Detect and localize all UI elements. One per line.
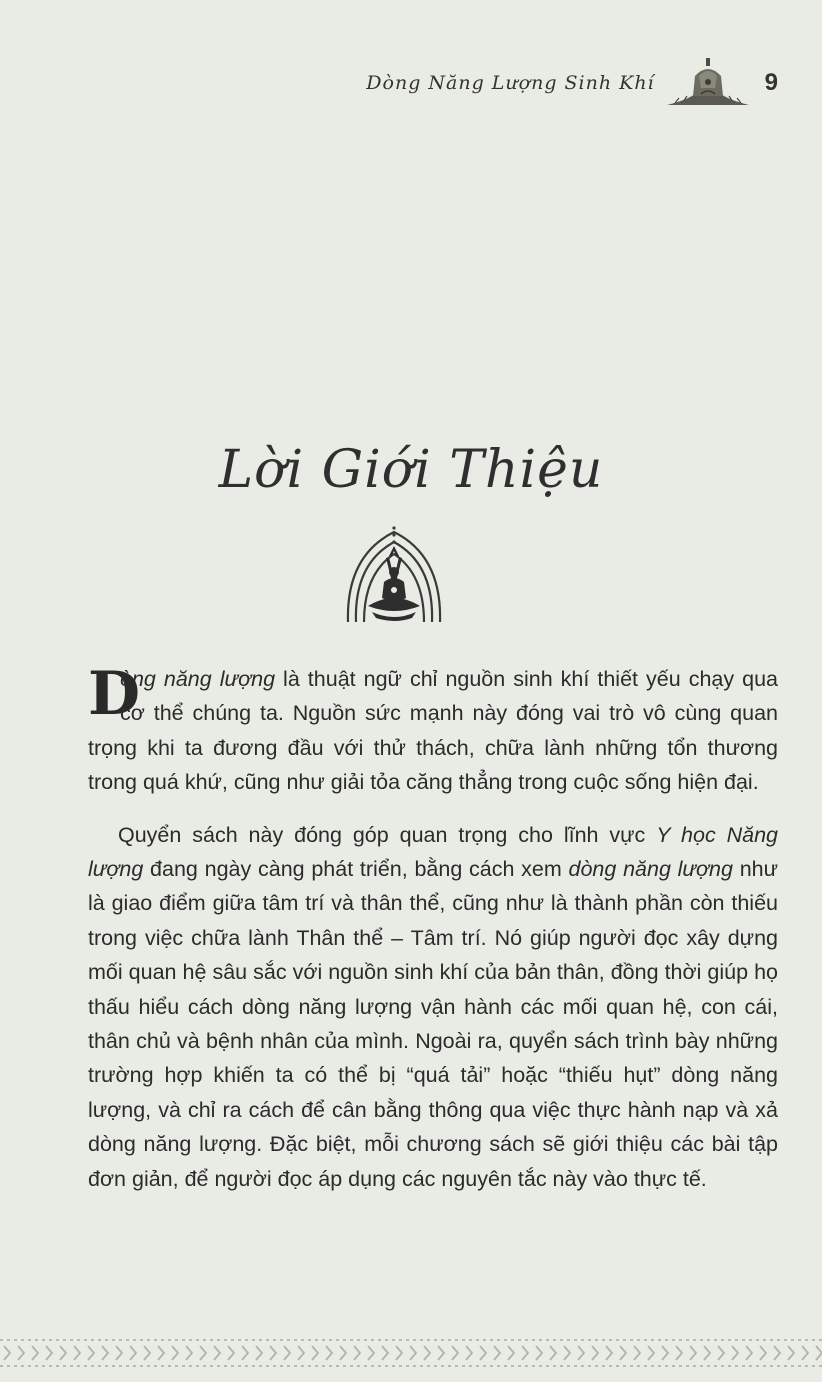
paragraph-1-text: là thuật ngữ chỉ nguồn sinh khí thiết yếu chạy qua cơ thể chúng ta. Nguồn sức mạnh này đóng vai trò vô cùng quan trọng khi ta đương đầu với thử thách, chữa lành những tổn thương trong quá khứ, cũng như giải tỏa căng thẳng trong cuộc sống hiện đại. [88,667,778,795]
paragraph-2-italic-b: Y học Năng lượng [88,822,779,882]
running-header [300,58,778,108]
drop-cap: D [88,659,141,729]
chapter-title: Lời Giới Thiệu [218,440,604,500]
decorative-border [0,1336,822,1370]
paragraph-2-text-c: đang ngày càng phát triển, bằng cách xem [143,857,569,882]
term-italic: òng năng lượng [120,667,276,691]
paragraph-2-text-a: Quyển sách này đóng góp quan trọng cho lĩnh vực [118,822,657,847]
paragraph-2 [88,818,778,1196]
meditating-figure-icon [342,526,446,626]
paragraph-1 [88,659,778,800]
body-text [88,659,779,1196]
header-title: Dòng Năng Lượng Sinh Khí [366,72,655,94]
temple-emblem-icon [665,58,751,108]
paragraph-2-text-e: như là giao điểm giữa tâm trí và thân thể, cũng như là thành phần còn thiếu trong việc chữa lành Thân thể – Tâm trí. Nó giúp người đọc xây dựng mối quan hệ sâu sắc với nguồn sinh khí của bản thân, đồng thời giúp họ thấu hiểu cách dòng năng lượng vận hành các mối quan hệ, con cái, thân chủ và bệnh nhân của mình. Ngoài ra, quyển sách trình bày những trường hợp khiến ta có thể bị “quá tải” hoặc “thiếu hụt” dòng năng lượng, và chỉ ra cách để cân bằng thông qua việc thực hành nạp và xả dòng năng lượng. Đặc biệt, mỗi chương sách sẽ giới thiệu các bài tập đơn giản, để người đọc áp dụng các nguyên tắc này vào thực tế. [88,857,779,1191]
paragraph-2-italic-d: dòng năng lượng [568,857,733,882]
page-number: 9 [764,69,778,96]
